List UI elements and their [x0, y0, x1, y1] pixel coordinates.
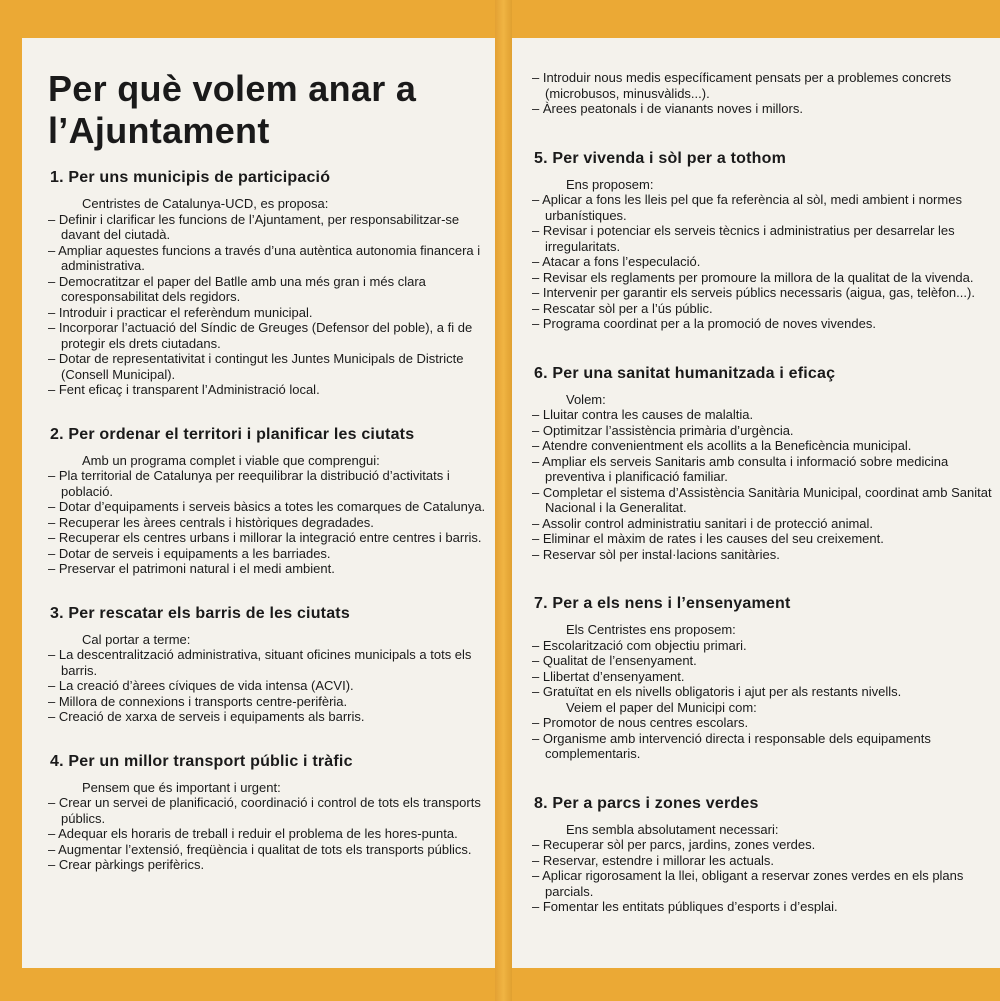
list-item: – Recuperar les àrees centrals i històriques degradades. [48, 515, 488, 531]
section-list [48, 647, 488, 725]
list-item: – Eliminar el màxim de rates i les causes del seu creixement. [532, 531, 992, 547]
list-item: – Ampliar aquestes funcions a través d’una autèntica autonomia financera i administrativa. [48, 243, 488, 274]
list-item: – Àrees peatonals i de vianants noves i millors. [532, 101, 992, 117]
list-item: – Creació de xarxa de serveis i equipaments als barris. [48, 709, 488, 725]
list-item: – Promotor de nous centres escolars. [532, 715, 992, 731]
section-7 [532, 594, 992, 762]
section-intro: Els Centristes ens proposem: [566, 622, 736, 637]
list-item: – Preservar el patrimoni natural i el medi ambient. [48, 561, 488, 577]
list-item: – Programa coordinat per a la promoció de noves vivendes. [532, 316, 992, 332]
list-item: – Atendre convenientment els acollits a la Beneficència municipal. [532, 438, 992, 454]
list-item: – Assolir control administratiu sanitari i de protecció animal. [532, 516, 992, 532]
section-list [532, 638, 992, 700]
section-intro: Amb un programa complet i viable que comprengui: [82, 452, 380, 468]
list-item: – Incorporar l’actuació del Síndic de Greuges (Defensor del poble), a fi de protegir els drets ciutadans. [48, 320, 488, 351]
list-item: – Lluitar contra les causes de malaltia. [532, 407, 992, 423]
section-8 [532, 794, 992, 915]
list-item: – Fent eficaç i transparent l’Administració local. [48, 382, 488, 398]
list-item: – Revisar i potenciar els serveis tècnics i administratius per desarrelar les irregularitats. [532, 223, 992, 254]
section-list [48, 212, 488, 398]
list-item: – Recuperar els centres urbans i millorar la integració entre centres i barris. [48, 530, 488, 546]
list-item: – Rescatar sòl per a l’ús públic. [532, 301, 992, 317]
section-list [532, 407, 992, 562]
section-heading: 1. Per uns municipis de participació [50, 169, 331, 186]
list-item: – Augmentar l’extensió, freqüència i qualitat de tots els transports públics. [48, 842, 488, 858]
list-item: – Democratitzar el paper del Batlle amb una més gran i més clara coresponsabilitat dels regidors. [48, 274, 488, 305]
section-6 [532, 364, 992, 563]
list-item: – Definir i clarificar les funcions de l’Ajuntament, per responsabilitzar-se davant del ciutadà. [48, 212, 488, 243]
list-item: – La descentralització administrativa, situant oficines municipals a tots els barris. [48, 647, 488, 678]
section-3 [48, 604, 488, 725]
section-list [48, 468, 488, 577]
list-item: – Qualitat de l’ensenyament. [532, 653, 992, 669]
section-5 [532, 149, 992, 332]
section-heading: 4. Per un millor transport públic i tràfic [50, 752, 353, 770]
list-item: – Adequar els horaris de treball i reduir el problema de les hores-punta. [48, 826, 488, 842]
section-intro: Pensem que és important i urgent: [82, 779, 281, 795]
section-intro: Cal portar a terme: [82, 631, 191, 647]
section-heading: 2. Per ordenar el territori i planificar les ciutats [50, 425, 415, 443]
section-heading: 8. Per a parcs i zones verdes [534, 794, 759, 812]
section-intro: Ens proposem: [566, 176, 654, 192]
list-item: – Dotar de representativitat i contingut les Juntes Municipals de Districte (Consell Municipal). [48, 351, 488, 382]
list-item: – Recuperar sòl per parcs, jardins, zones verdes. [532, 837, 992, 853]
list-item: – Crear pàrkings perifèrics. [48, 857, 488, 873]
list-item: – Revisar els reglaments per promoure la millora de la qualitat de la vivenda. [532, 270, 992, 286]
section-list [532, 192, 992, 332]
list-item: – Reservar, estendre i millorar les actuals. [532, 853, 992, 869]
list-item: – Reservar sòl per instal·lacions sanitàries. [532, 547, 992, 563]
section-heading: 7. Per a els nens i l’ensenyament [534, 595, 791, 612]
section-heading: 6. Per una sanitat humanitzada i eficaç [534, 364, 836, 382]
continuation-list [532, 70, 992, 117]
list-item: – Dotar de serveis i equipaments a les barriades. [48, 546, 488, 562]
section-1 [48, 168, 488, 398]
section-2 [48, 425, 488, 577]
right-column [532, 70, 992, 915]
list-item: – Organisme amb intervenció directa i responsable dels equipaments complementaris. [532, 731, 992, 762]
list-item: – Aplicar rigorosament la llei, obligant a reservar zones verdes en els plans parcials. [532, 868, 992, 899]
section-intro-2: Veiem el paper del Municipi com: [566, 699, 757, 715]
list-item: – Introduir nous medis específicament pensats per a problemes concrets (microbusos, minusvàlids...). [532, 70, 992, 101]
section-intro: Ens sembla absolutament necessari: [566, 821, 779, 837]
list-item: – Fomentar les entitats públiques d’esports i d’esplai. [532, 899, 992, 915]
list-item: – Ampliar els serveis Sanitaris amb consulta i informació sobre medicina preventiva i planificació familiar. [532, 454, 992, 485]
page-title: Per què volem anar a l’Ajuntament [48, 68, 417, 151]
list-item: – Dotar d’equipaments i serveis bàsics a totes les comarques de Catalunya. [48, 499, 488, 515]
section-heading: 3. Per rescatar els barris de les ciutats [50, 604, 350, 622]
list-item: – Llibertat d’ensenyament. [532, 669, 992, 685]
list-item: – Crear un servei de planificació, coordinació i control de tots els transports públics. [48, 795, 488, 826]
list-item: – Aplicar a fons les lleis pel que fa referència al sòl, medi ambient i normes urbanístiques. [532, 192, 992, 223]
section-list-2 [532, 715, 992, 762]
list-item: – Escolarització com objectiu primari. [532, 638, 992, 654]
list-item: – Completar el sistema d’Assistència Sanitària Municipal, coordinat amb Sanitat Nacional i la Generalitat. [532, 485, 992, 516]
list-item: – Intervenir per garantir els serveis públics necessaris (aigua, gas, telèfon...). [532, 285, 992, 301]
section-list [48, 795, 488, 873]
section-intro: Volem: [566, 391, 606, 407]
list-item: – Introduir i practicar el referèndum municipal. [48, 305, 488, 321]
page-fold [495, 0, 512, 1001]
list-item: – Millora de connexions i transports centre-perifèria. [48, 694, 488, 710]
section-heading: 5. Per vivenda i sòl per a tothom [534, 149, 787, 167]
left-column [48, 68, 488, 873]
list-item: – Atacar a fons l’especulació. [532, 254, 992, 270]
section-4 [48, 752, 488, 873]
list-item: – La creació d’àrees cíviques de vida intensa (ACVI). [48, 678, 488, 694]
list-item: – Pla territorial de Catalunya per reequilibrar la distribució d’activitats i població. [48, 468, 488, 499]
list-item: – Gratuïtat en els nivells obligatoris i ajut per als restants nivells. [532, 684, 992, 700]
section-intro: Centristes de Catalunya-UCD, es proposa: [82, 196, 329, 211]
list-item: – Optimitzar l’assistència primària d’urgència. [532, 423, 992, 439]
section-list [532, 837, 992, 915]
